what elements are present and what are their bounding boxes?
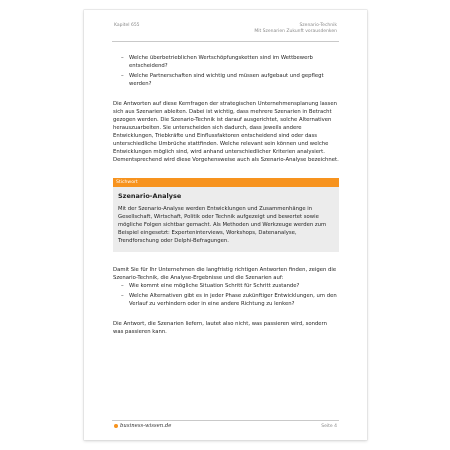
keyword-box-tag: Stichwort — [113, 178, 339, 187]
paragraph-answers: Damit Sie für Ihr Unternehmen die langfristig richtigen Antworten finden, zeigen die Szenario-Technik, die Analyse-Ergebnisse und die Szenarien auf: — [113, 267, 337, 281]
page-number: Seite 4 — [321, 424, 337, 429]
orange-dot-icon — [114, 424, 118, 428]
keyword-box-title: Szenario-Analyse — [118, 192, 182, 200]
footer-divider — [112, 420, 339, 421]
paragraph-conclusion: Die Antwort, die Szenarien liefern, lautet also nicht, was passieren wird, sondern was passieren kann. — [113, 321, 328, 335]
paragraph-intro: Die Antworten auf diese Kernfragen der strategischen Unternehmensplanung lassen sich aus Szenarien ableiten. Dabei ist wichtig, dass mehrere Szenarien in Betracht gezogen werden. Die Szenario-Technik ist darauf ausgerichtet, solche Alternativen herauszuarbeiten. Sie unterscheiden sich dadurch, dass jeweils andere Entwicklungen, Triebkräfte und Einflussfaktoren entscheidend sind oder dass unterschiedliche Umbrüche stattfinden. Welche relevant sein können und welche Entwicklungen möglich sind, wird anhand unterschiedlicher Kriterien analysiert. Dementsprechend wird diese Vorgehensweise auch als Szenario-Analyse bezeichnet. — [113, 101, 339, 163]
page-content — [113, 54, 339, 336]
header-subtitle: Mit Szenarien Zukunft vorausdenken — [254, 29, 337, 34]
list-item: – Wie kommt eine mögliche Situation Schritt für Schritt zustande? — [113, 282, 339, 290]
list-item: – Welche Partnerschaften sind wichtig und müssen aufgebaut und gepflegt werden? — [113, 72, 339, 88]
keyword-box — [113, 178, 339, 252]
header-section: Szenario-Technik — [299, 23, 337, 28]
header-divider — [112, 41, 339, 42]
document-page — [84, 10, 367, 440]
header-right — [254, 23, 337, 35]
list-item: – Welche Alternativen gibt es in jeder Phase zukünftiger Entwicklungen, um den Verlauf zu verhindern oder in eine andere Richtung zu lenken? — [113, 292, 339, 308]
list-item: – Welche überbetrieblichen Wertschöpfungsketten sind im Wettbewerb entscheidend? — [113, 54, 339, 70]
header-chapter: Kapitel 655 — [114, 23, 140, 28]
keyword-box-body — [113, 187, 339, 252]
footer-logo[interactable] — [114, 423, 171, 429]
keyword-box-text: Mit der Szenario-Analyse werden Entwicklungen und Zusammenhänge in Gesellschaft, Wirtschaft, Politik oder Technik aufgezeigt und bewertet sowie mögliche Folgen sichtbar gemacht. Als Methoden und Werkzeuge werden zum Beispiel eingesetzt: Experteninterviews, Workshops, Datenanalyse, Trendforschung oder Delphi-Befragungen. — [118, 206, 327, 244]
footer-logo-text: business-wissen.de — [120, 423, 172, 429]
